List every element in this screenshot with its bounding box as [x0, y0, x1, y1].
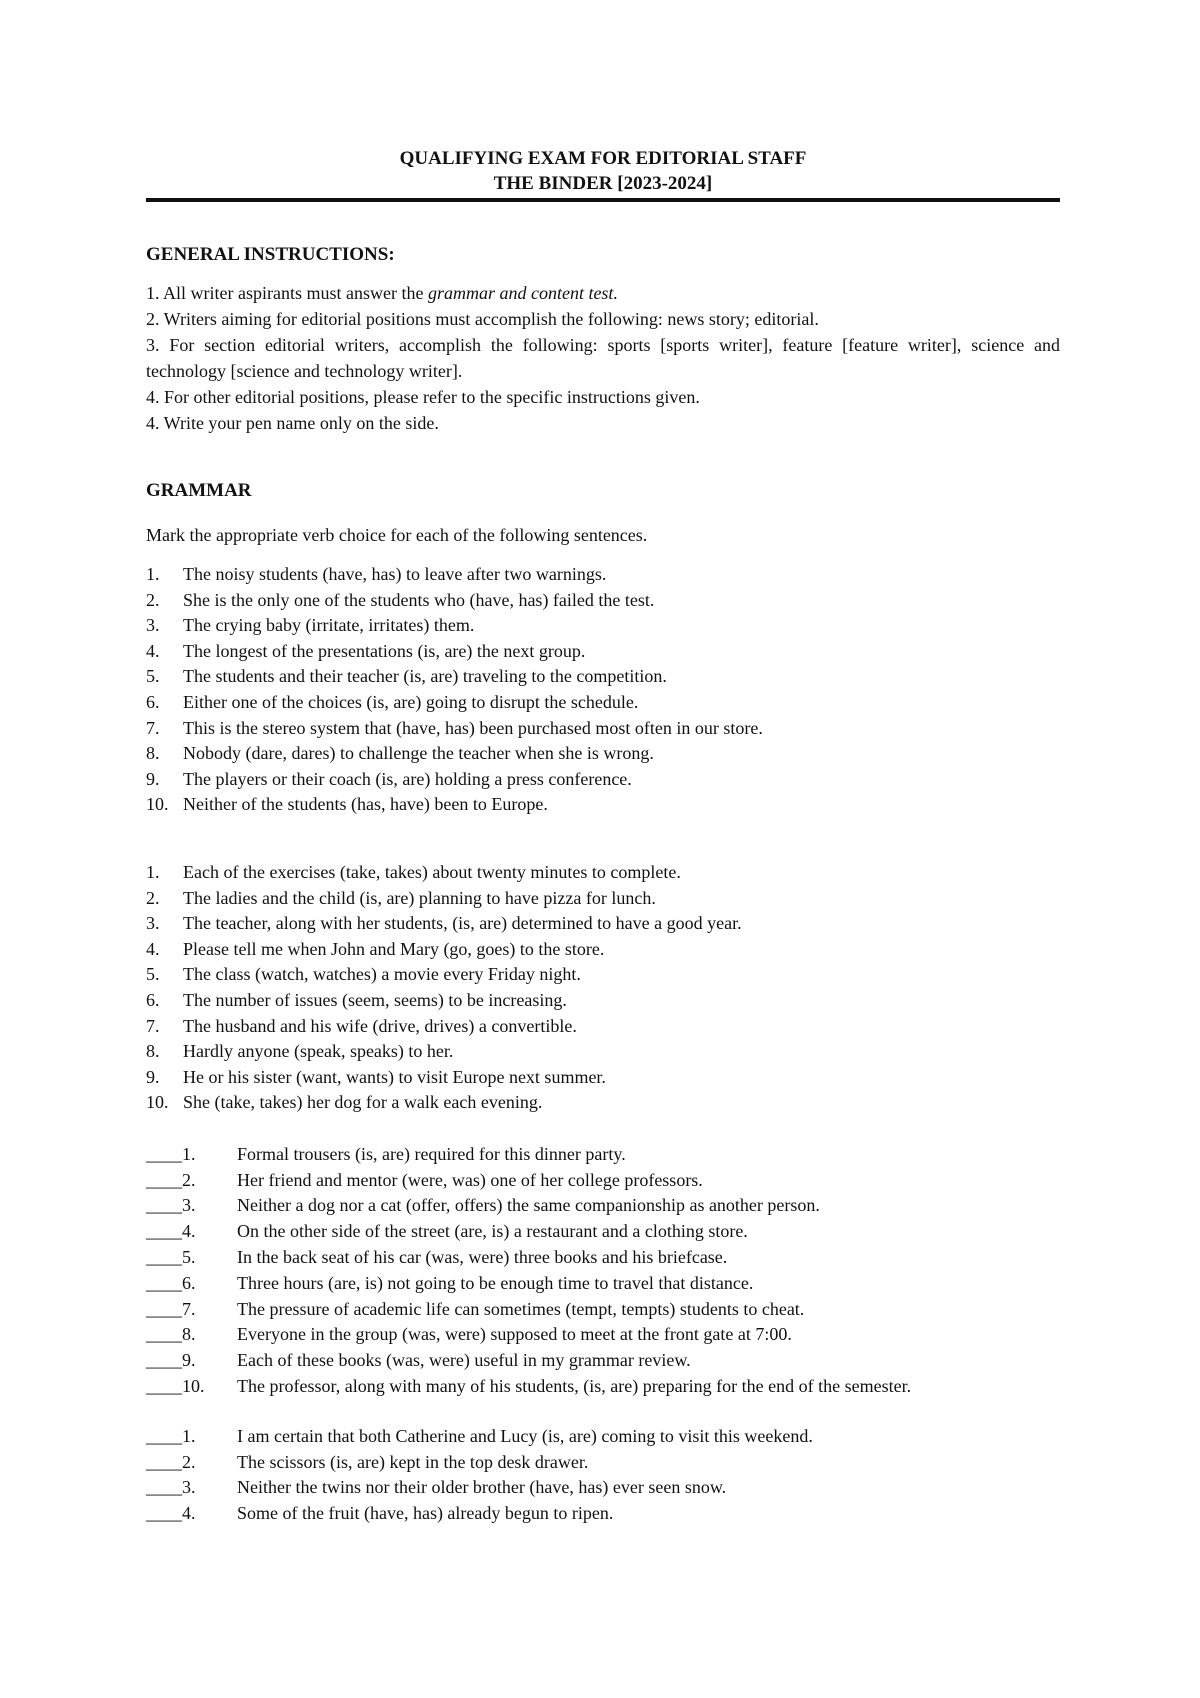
question-number: 9. — [146, 768, 160, 789]
question-item — [146, 1219, 1060, 1245]
instruction-item: 1. All writer aspirants must answer the grammar and content test. — [146, 283, 618, 303]
question-number: 2. — [182, 1169, 196, 1190]
question-number: 8. — [182, 1324, 196, 1345]
question-number: 6. — [146, 989, 160, 1010]
question-text: Neither of the students (has, have) been to Europe. — [183, 794, 548, 815]
question-number: 3. — [146, 913, 160, 934]
question-item — [146, 1501, 1060, 1527]
question-number: 3. — [146, 615, 160, 636]
question-text: The class (watch, watches) a movie every Friday night. — [183, 964, 581, 985]
question-item — [146, 562, 1060, 588]
general-instructions-list — [146, 280, 1060, 436]
question-text: The scissors (is, are) kept in the top desk drawer. — [237, 1451, 589, 1472]
question-item — [146, 664, 1060, 690]
question-text: He or his sister (want, wants) to visit Europe next summer. — [183, 1066, 606, 1087]
answer-blank[interactable]: ____ — [146, 1143, 182, 1164]
instruction-item: 4. Write your pen name only on the side. — [146, 413, 439, 433]
question-text: The husband and his wife (drive, drives) a convertible. — [183, 1015, 577, 1036]
question-number: 1. — [146, 861, 160, 882]
grammar-instruction: Mark the appropriate verb choice for each of the following sentences. — [146, 525, 648, 545]
header-divider — [146, 198, 1060, 202]
question-number: 1. — [182, 1143, 196, 1164]
question-text: Each of the exercises (take, takes) about twenty minutes to complete. — [183, 861, 681, 882]
question-number: 3. — [182, 1195, 196, 1216]
question-text: I am certain that both Catherine and Lucy (is, are) coming to visit this weekend. — [237, 1425, 813, 1446]
instruction-item: 2. Writers aiming for editorial positions must accomplish the following: news story; editorial. — [146, 309, 819, 329]
general-instructions-title: GENERAL INSTRUCTIONS: — [146, 244, 395, 265]
question-item — [146, 911, 1060, 937]
question-text: The noisy students (have, has) to leave after two warnings. — [183, 564, 607, 584]
exam-page — [146, 146, 1060, 1527]
question-item — [146, 1348, 1060, 1374]
question-item — [146, 690, 1060, 716]
answer-blank[interactable]: ____ — [146, 1169, 182, 1190]
answer-blank[interactable]: ____ — [146, 1477, 182, 1498]
question-item — [146, 988, 1060, 1014]
instruction-item: 4. For other editorial positions, please refer to the specific instructions given. — [146, 387, 700, 407]
question-text: Neither a dog nor a cat (offer, offers) the same companionship as another person. — [237, 1195, 820, 1216]
answer-blank[interactable]: ____ — [146, 1195, 182, 1216]
question-text: The students and their teacher (is, are) traveling to the competition. — [183, 666, 667, 687]
question-number: 6. — [146, 691, 160, 712]
answer-blank[interactable]: ____ — [146, 1350, 182, 1371]
question-number: 7. — [182, 1298, 196, 1319]
question-number: 9. — [146, 1066, 160, 1087]
question-text: The crying baby (irritate, irritates) them. — [183, 615, 475, 636]
question-number: 4. — [182, 1221, 196, 1242]
question-number: 2. — [146, 589, 160, 610]
question-text: The teacher, along with her students, (is, are) determined to have a good year. — [183, 913, 742, 934]
question-text: She (take, takes) her dog for a walk each evening. — [183, 1092, 543, 1113]
document-subtitle: THE BINDER [2023-2024] — [493, 173, 713, 194]
question-text: The players or their coach (is, are) holding a press conference. — [183, 768, 632, 789]
question-set-4 — [146, 1424, 1060, 1527]
question-number: 10. — [146, 1092, 169, 1113]
question-number: 4. — [146, 938, 160, 959]
question-number: 7. — [146, 717, 160, 738]
question-item — [146, 1014, 1060, 1040]
question-text: The ladies and the child (is, are) planning to have pizza for lunch. — [183, 887, 656, 908]
question-text: Please tell me when John and Mary (go, goes) to the store. — [183, 938, 605, 959]
question-item — [146, 1475, 1060, 1501]
question-text: In the back seat of his car (was, were) three books and his briefcase. — [237, 1247, 728, 1268]
question-item — [146, 639, 1060, 665]
question-set-3 — [146, 1142, 1060, 1400]
answer-blank[interactable]: ____ — [146, 1221, 182, 1242]
question-number: 2. — [182, 1451, 196, 1472]
question-item — [146, 1245, 1060, 1271]
question-item — [146, 860, 1060, 886]
question-number: 6. — [182, 1272, 196, 1293]
question-number: 5. — [146, 964, 160, 985]
answer-blank[interactable]: ____ — [146, 1298, 182, 1319]
question-number: 5. — [182, 1247, 196, 1268]
question-text: This is the stereo system that (have, has) been purchased most often in our store. — [183, 717, 763, 738]
question-text: Neither the twins nor their older brother (have, has) ever seen snow. — [237, 1477, 727, 1498]
question-item — [146, 741, 1060, 767]
question-number: 4. — [146, 640, 160, 661]
answer-blank[interactable]: ____ — [146, 1376, 182, 1397]
question-text: Everyone in the group (was, were) supposed to meet at the front gate at 7:00. — [237, 1324, 792, 1345]
question-text: Hardly anyone (speak, speaks) to her. — [183, 1041, 454, 1062]
question-text: Nobody (dare, dares) to challenge the teacher when she is wrong. — [183, 743, 654, 764]
answer-blank[interactable]: ____ — [146, 1425, 182, 1446]
question-text: The number of issues (seem, seems) to be increasing. — [183, 989, 567, 1010]
question-text: The pressure of academic life can sometimes (tempt, tempts) students to cheat. — [237, 1298, 805, 1319]
question-item — [146, 767, 1060, 793]
question-number: 8. — [146, 1041, 160, 1062]
question-number: 1. — [182, 1425, 196, 1446]
question-number: 10. — [146, 794, 169, 815]
question-number: 3. — [182, 1477, 196, 1498]
question-number: 4. — [182, 1503, 196, 1524]
question-item — [146, 1271, 1060, 1297]
answer-blank[interactable]: ____ — [146, 1247, 182, 1268]
question-number: 10. — [182, 1376, 205, 1397]
question-number: 5. — [146, 666, 160, 687]
question-number: 9. — [182, 1350, 196, 1371]
question-item — [146, 1450, 1060, 1476]
question-text: Formal trousers (is, are) required for this dinner party. — [237, 1143, 626, 1164]
question-text: Three hours (are, is) not going to be enough time to travel that distance. — [237, 1272, 754, 1293]
question-number: 1. — [146, 564, 160, 584]
question-item — [146, 1297, 1060, 1323]
question-item — [146, 937, 1060, 963]
question-text: The professor, along with many of his students, (is, are) preparing for the end of the semester. — [237, 1376, 912, 1397]
question-item — [146, 1168, 1060, 1194]
answer-blank[interactable]: ____ — [146, 1503, 182, 1524]
answer-blank[interactable]: ____ — [146, 1324, 182, 1345]
question-item — [146, 1322, 1060, 1348]
question-text: She is the only one of the students who (have, has) failed the test. — [183, 589, 655, 610]
question-item — [146, 886, 1060, 912]
grammar-title: GRAMMAR — [146, 480, 252, 501]
question-number: 8. — [146, 743, 160, 764]
question-item — [146, 792, 1060, 818]
answer-blank[interactable]: ____ — [146, 1272, 182, 1293]
question-item — [146, 1039, 1060, 1065]
question-text: Either one of the choices (is, are) going to disrupt the schedule. — [183, 691, 639, 712]
question-item — [146, 1374, 1060, 1400]
question-item — [146, 613, 1060, 639]
question-item — [146, 1065, 1060, 1091]
question-item — [146, 962, 1060, 988]
document-title: QUALIFYING EXAM FOR EDITORIAL STAFF — [399, 148, 807, 169]
question-text: On the other side of the street (are, is) a restaurant and a clothing store. — [237, 1221, 748, 1242]
answer-blank[interactable]: ____ — [146, 1451, 182, 1472]
question-text: The longest of the presentations (is, are) the next group. — [183, 640, 586, 661]
instruction-item: 3. For section editorial writers, accomplish the following: sports [sports writer], feature [feature writer], science and technology [science and technology writer]. — [146, 335, 1060, 381]
question-text: Each of these books (was, were) useful in my grammar review. — [237, 1350, 691, 1371]
document-header — [146, 146, 1060, 196]
question-item — [146, 1193, 1060, 1219]
question-item — [146, 1424, 1060, 1450]
question-item — [146, 1090, 1060, 1116]
question-set-1 — [146, 562, 1060, 818]
question-set-2 — [146, 860, 1060, 1116]
question-number: 2. — [146, 887, 160, 908]
question-item — [146, 716, 1060, 742]
instruction-emphasis: grammar and content test. — [427, 283, 618, 303]
question-text: Her friend and mentor (were, was) one of her college professors. — [237, 1169, 703, 1190]
question-text: Some of the fruit (have, has) already begun to ripen. — [237, 1503, 614, 1524]
question-item — [146, 1142, 1060, 1168]
question-number: 7. — [146, 1015, 160, 1036]
question-item — [146, 588, 1060, 614]
